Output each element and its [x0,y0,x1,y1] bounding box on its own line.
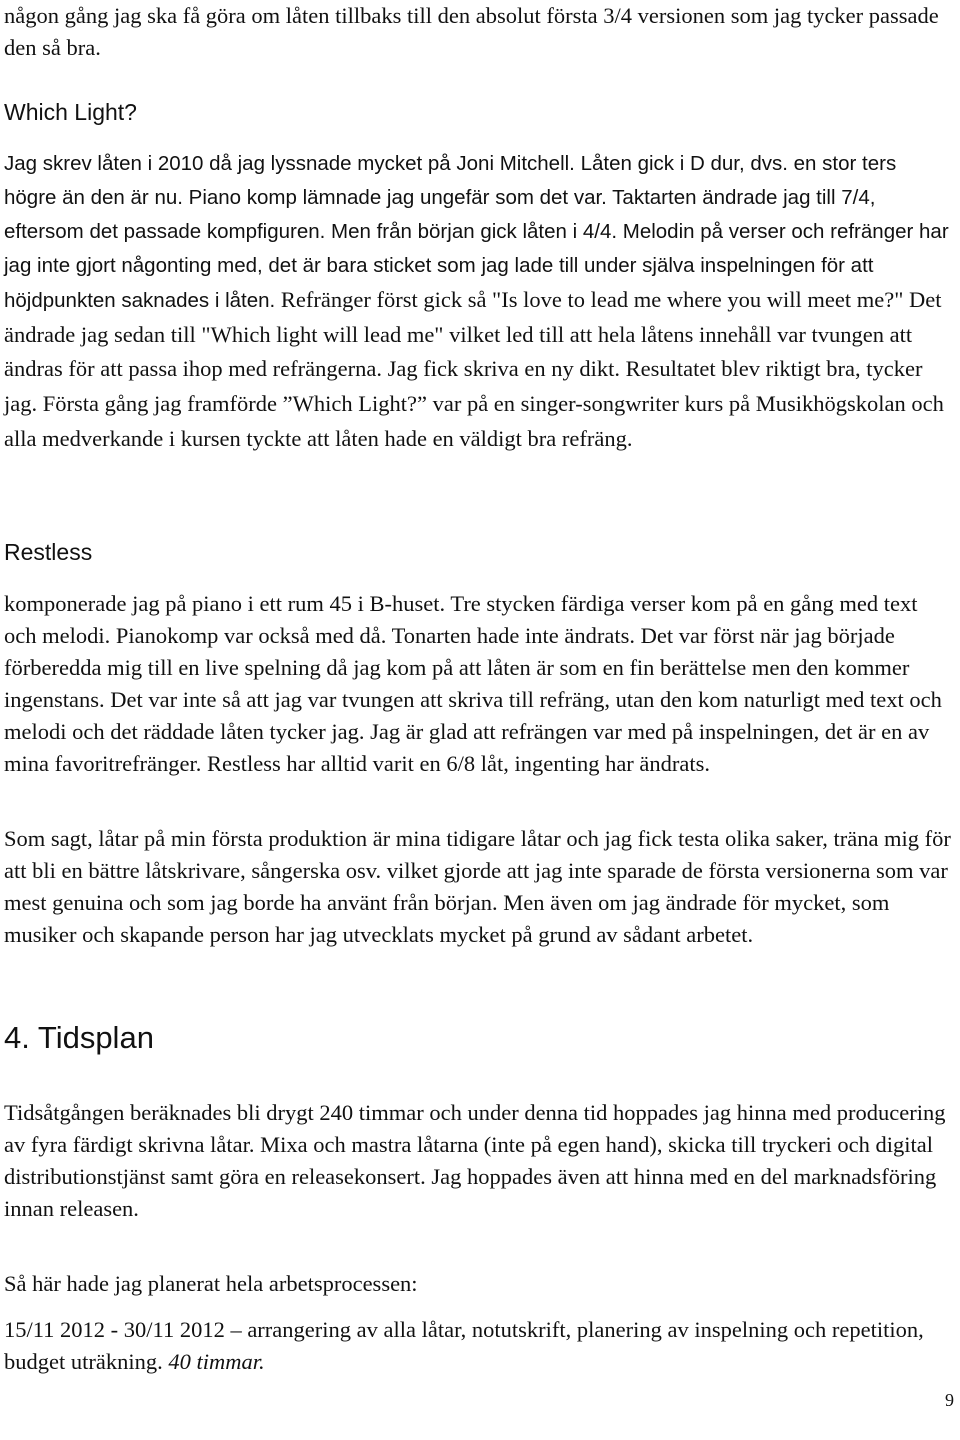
which-light-text-serif: Refränger först gick så "Is love to lead me where you will meet me?" Det ändrade jag sedan till "Which light will lead me" vilket led till att hela låtens innehåll var tvungen att ändras för att passa ihop med refrängerna. Jag fick skriva en ny dikt. Resultatet blev riktigt bra, tycker jag. Första gång jag framförde ”Which Light?” var på en singer-songwriter kurs på Musikhögskolan och alla medverkande i kursen tyckte att låten hade en väldigt bra refräng. [4,286,944,452]
intro-paragraph: någon gång jag ska få göra om låten tillbaks till den absolut första 3/4 versionen som jag tycker passade den så bra. [4,3,939,60]
tidsplan-paragraph-2: Så här hade jag planerat hela arbetsprocessen: [4,1271,418,1296]
restless-paragraph-2: Som sagt, låtar på min första produktion är mina tidigare låtar och jag fick testa olika saker, träna mig för att bli en bättre låtskrivare, sångerska osv. vilket gjorde att jag inte sparade de första versionerna som var mest genuina och som jag borde ha använt från början. Men även om jag ändrade för mycket, som musiker och skapande person har jag utvecklats mycket på grund av sådant arbetet. [4,826,951,947]
page-number: 9 [945,1390,954,1410]
section-heading-restless: Restless [4,539,93,565]
which-light-paragraph [4,148,954,458]
section-heading-tidsplan: 4. Tidsplan [4,1020,154,1055]
which-light-text-sans: Jag skrev låten i 2010 då jag lyssnade mycket på Joni Mitchell. Låten gick i D dur, dvs. en stor ters högre än den är nu. Piano komp lämnade jag ungefär som det var. Taktarten ändrade jag till 7/4, eftersom det passade kompfiguren. Men från början gick låten i 4/4. Melodin på verser och refränger har jag inte gjort någonting med, det är bara sticket som jag lade till under själva inspelningen för att höjdpunkten saknades i låten. [4,152,949,312]
section-heading-which-light: Which Light? [4,99,137,125]
schedule-item-1 [4,1314,954,1378]
schedule-item-1-text: 15/11 2012 - 30/11 2012 – arrangering av alla låtar, notutskrift, planering av inspelning och repetition, budget uträkning. [4,1317,924,1374]
restless-paragraph-1: komponerade jag på piano i ett rum 45 i B-huset. Tre stycken färdiga verser kom på en gång med text och melodi. Pianokomp var också med då. Tonarten hade inte ändrats. Det var först när jag började förberedda mig till en live spelning då jag kom på att låten är som en fin berättelse men den kommer ingenstans. Det var inte så att jag var tvungen att skriva till refräng, utan den kom naturligt med text och melodi och det räddade låten tycker jag. Jag är glad att refrängen var med på inspelningen, det är en av mina favoritrefränger. Restless har alltid varit en 6/8 låt, ingenting har ändrats. [4,591,942,776]
tidsplan-paragraph-1: Tidsåtgången beräknades bli drygt 240 timmar och under denna tid hoppades jag hinna med producering av fyra färdigt skrivna låtar. Mixa och mastra låtarna (inte på egen hand), skicka till tryckeri och digital distributionstjänst samt göra en releasekonsert. Jag hoppades även att hinna med en del marknadsföring innan releasen. [4,1100,946,1221]
schedule-item-1-hours: 40 timmar. [168,1348,265,1374]
